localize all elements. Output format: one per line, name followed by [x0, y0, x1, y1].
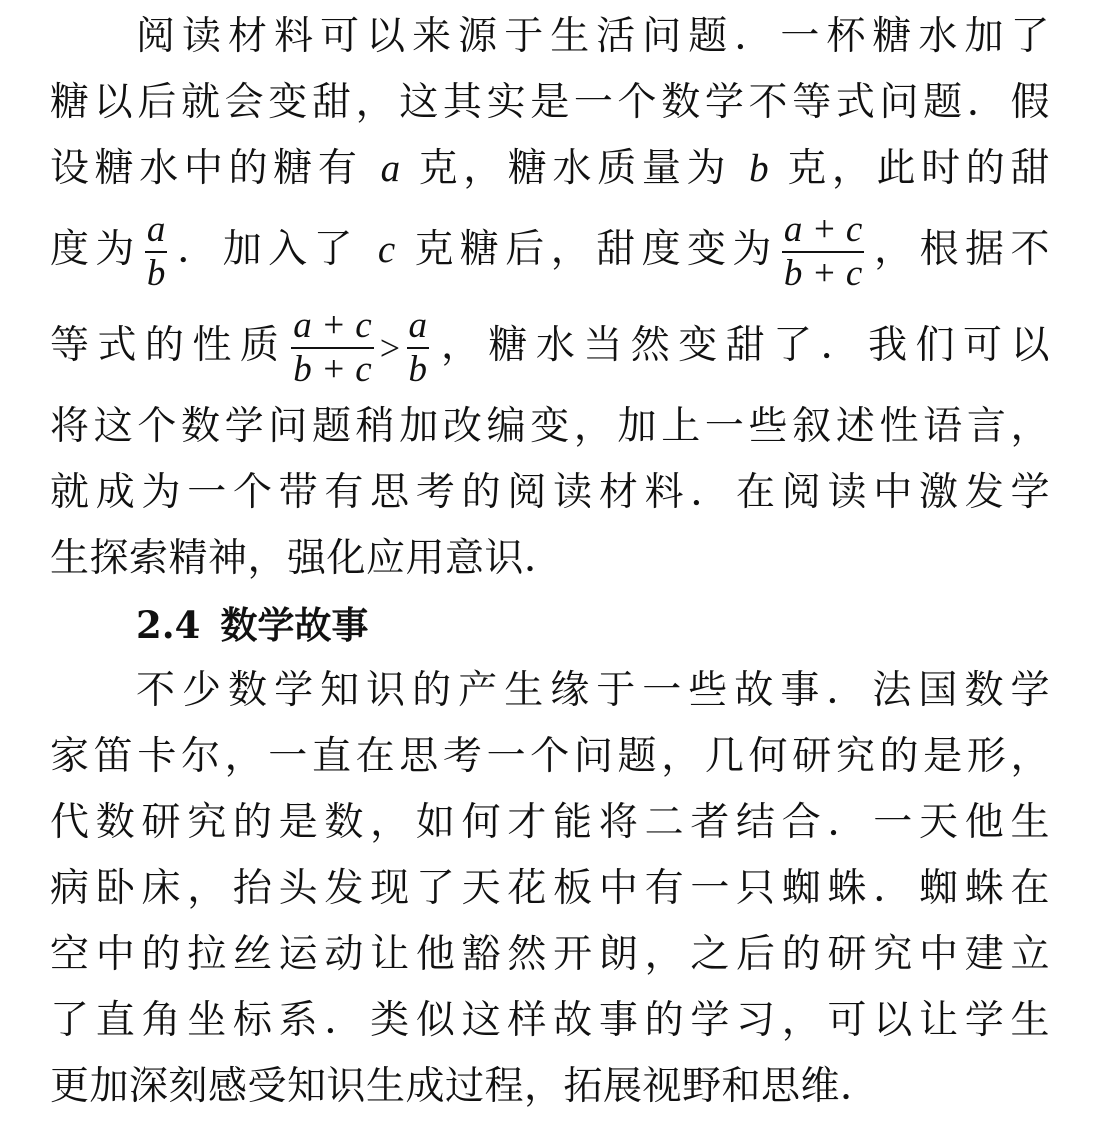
- fraction-a-over-b: [407, 305, 430, 391]
- paragraph-math-story: [50, 658, 1050, 1120]
- text-line: 空中的拉丝运动让他豁然开朗，之后的研究中建立: [50, 932, 1050, 977]
- text-line: 病卧床，抬头发现了天花板中有一只蜘蛛．蜘蛛在: [50, 866, 1050, 911]
- text-line: 代数研究的是数，如何才能将二者结合．一天他生: [50, 800, 1050, 845]
- fraction-numerator: a + c: [783, 209, 863, 250]
- text-line-with-fractions: [50, 202, 1050, 298]
- fraction-a-plus-c-over-b-plus-c: [291, 305, 373, 391]
- text-line: 将这个数学问题稍加改编变，加上一些叙述性语言，: [50, 404, 1050, 449]
- fraction-numerator: a: [408, 305, 427, 346]
- fraction-a-over-b: [145, 209, 168, 295]
- section-heading: [50, 592, 1050, 658]
- fraction-denominator: b: [146, 253, 166, 294]
- text-line: 不少数学知识的产生缘于一些故事．法国数学: [136, 668, 1050, 713]
- variable-c: c: [377, 228, 396, 271]
- fraction-numerator: a: [146, 209, 166, 250]
- fraction-denominator: b + c: [293, 349, 372, 390]
- text-segment: 设糖水中的糖有: [50, 146, 363, 191]
- text-segment: ，根据不: [868, 227, 1050, 272]
- fraction-numerator: a + c: [293, 305, 372, 346]
- paragraph-reading-material: [50, 4, 1050, 592]
- text-line: 阅读材料可以来源于生活问题．一杯糖水加了: [136, 14, 1050, 59]
- text-line: 糖以后就会变甜，这其实是一个数学不等式问题．假: [50, 80, 1050, 125]
- text-segment: ，糖水当然变甜了．我们可以: [433, 323, 1050, 368]
- greater-than-sign: >: [379, 328, 401, 368]
- fraction-denominator: b + c: [783, 253, 863, 294]
- text-line: 更加深刻感受知识生成过程，拓展视野和思维．: [50, 1064, 880, 1109]
- text-line: 了直角坐标系．类似这样故事的学习，可以让学生: [50, 998, 1050, 1043]
- text-segment: 克糖后，甜度变为: [414, 227, 778, 272]
- section-number: 2.4: [136, 603, 201, 647]
- text-line: [50, 136, 1050, 202]
- fraction-a-plus-c-over-b-plus-c: [782, 209, 864, 295]
- text-line: 家笛卡尔，一直在思考一个问题，几何研究的是形，: [50, 734, 1050, 779]
- text-segment: 克，此时的甜: [787, 146, 1050, 191]
- section-title: 数学故事: [220, 603, 369, 647]
- text-segment: 等式的性质: [50, 323, 288, 368]
- fraction-denominator: b: [408, 349, 427, 390]
- variable-b: b: [749, 147, 770, 190]
- text-line-with-inequality: [50, 298, 1050, 394]
- text-segment: 克，糖水质量为: [418, 146, 732, 191]
- text-line: 生探索精神，强化应用意识．: [50, 536, 564, 581]
- text-segment: ．加入了: [171, 227, 359, 272]
- text-line: 就成为一个带有思考的阅读材料．在阅读中激发学: [50, 470, 1050, 515]
- variable-a: a: [380, 147, 401, 190]
- text-segment: 度为: [50, 227, 141, 272]
